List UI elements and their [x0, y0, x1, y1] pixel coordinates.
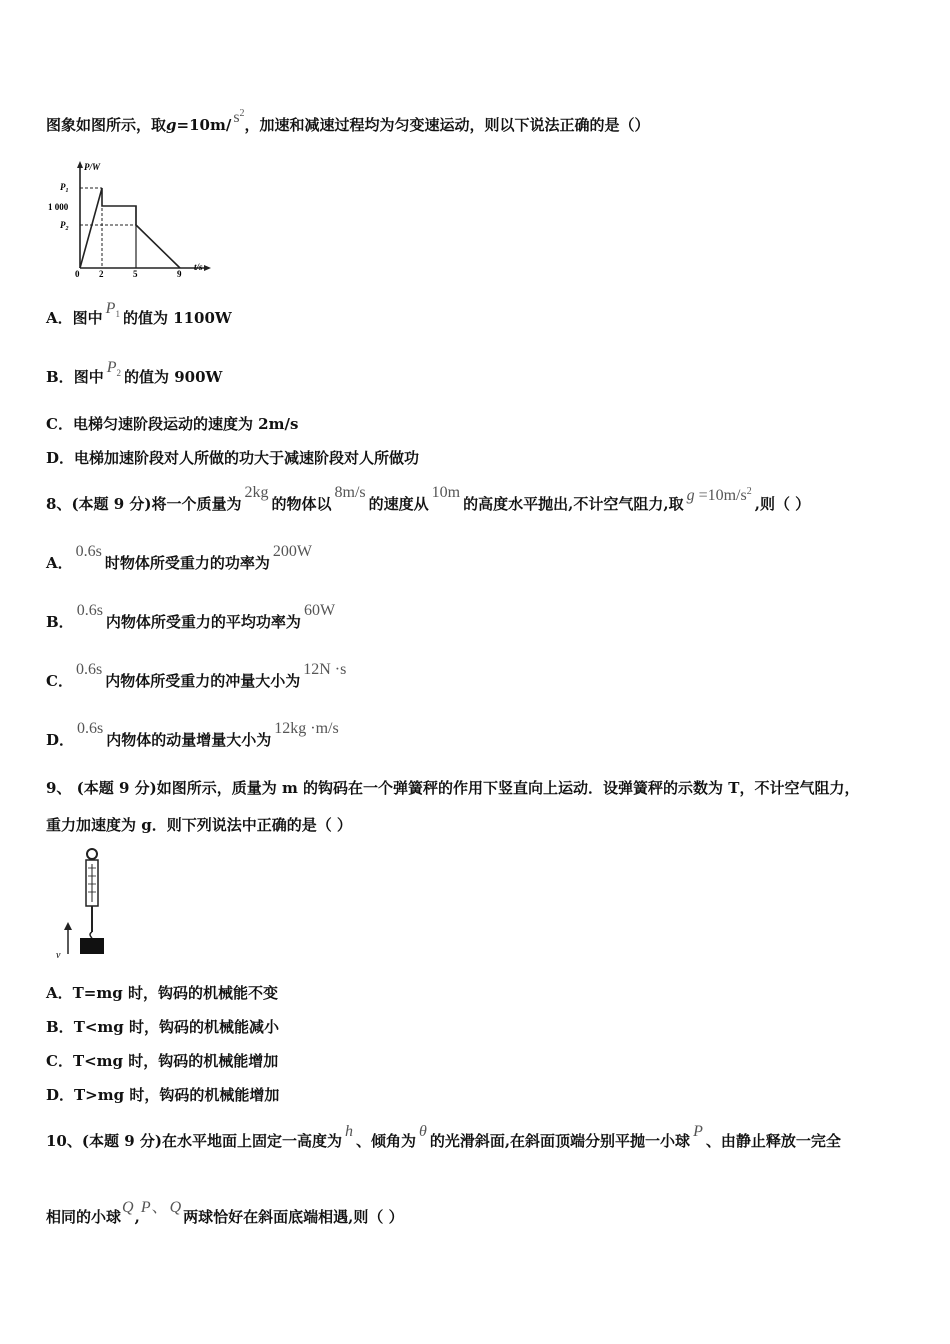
q9-option-c[interactable]: C．T<mg 时，钩码的机械能增加	[46, 1052, 279, 1070]
q8-option-a[interactable]: A．0.6s时物体所受重力的功率为200W	[46, 543, 312, 572]
q9-option-a[interactable]: A．T=mg 时，钩码的机械能不变	[46, 984, 278, 1002]
q7-g-value: =10m/	[176, 116, 232, 134]
p1-label: $P_1$	[60, 182, 69, 194]
q9-stem-line1: 9、 (本题 9 分)如图所示，质量为 m 的钩码在一个弹簧秤的作用下竖直向上运动．设弹簧秤的示数为 T，不计空气阻力，	[46, 779, 860, 797]
x-tick-5: 5	[133, 269, 138, 278]
q8-stem: 8、(本题 9 分)将一个质量为2kg的物体以8m/s的速度从10m的高度水平抛出,不计空气阻力,取 $g =10m/s^2$,则（ ）	[46, 484, 811, 513]
q10-stem-line2: 相同的小球Q,P、 Q两球恰好在斜面底端相遇,则（ ）	[46, 1199, 404, 1226]
q10-stem-line1: 10、(本题 9 分)在水平地面上固定一高度为h、倾角为θ的光滑斜面,在斜面顶端分别平抛一小球P、由静止释放一完全	[46, 1123, 841, 1150]
spring-balance-figure	[50, 846, 120, 966]
x-axis-arrow	[204, 265, 211, 271]
hook-weight	[80, 938, 104, 954]
q7-option-d[interactable]: D．电梯加速阶段对人所做的功大于减速阶段对人所做功	[46, 449, 420, 467]
theta-symbol: θ	[418, 1123, 427, 1140]
power-curve	[80, 188, 180, 268]
q8-option-c[interactable]: C．0.6s内物体所受重力的冲量大小为12N ·s	[46, 661, 347, 690]
x-axis-label: t/s	[194, 262, 203, 272]
p1-symbol: $P_1$	[105, 300, 120, 319]
q8-option-b[interactable]: B．0.6s内物体所受重力的平均功率为60W	[46, 602, 336, 631]
q9-option-b[interactable]: B．T<mg 时，钩码的机械能减小	[46, 1018, 280, 1036]
power-time-graph	[46, 158, 216, 278]
q7-option-b[interactable]: B．图中$P_2$ 的值为 900W	[46, 359, 223, 386]
q8-option-d[interactable]: D．0.6s内物体的动量增量大小为12kg ·m/s	[46, 720, 339, 749]
velocity-label: v	[56, 950, 61, 961]
x-tick-2: 2	[99, 269, 104, 278]
q7-option-c[interactable]: C．电梯匀速阶段运动的速度为 2m/s	[46, 415, 299, 433]
q-symbol: Q	[122, 1199, 134, 1216]
q9-stem-line2: 重力加速度为 g．则下列说法中正确的是（ ）	[46, 816, 352, 834]
balance-hook-ring	[87, 849, 97, 859]
q7-intro-a: 图象如图所示，取	[46, 116, 167, 134]
q7-s-unit: $s^2$	[233, 108, 245, 126]
q8-g: $g =10m/s^2$	[686, 486, 752, 504]
x-tick-0: 0	[75, 269, 80, 278]
p-symbol: P	[693, 1123, 703, 1140]
q8-speed: 8m/s	[334, 484, 366, 501]
p2-label: $P_2$	[60, 220, 69, 232]
balance-hook	[90, 932, 92, 938]
q7-intro-b: ，加速和减速过程均为匀变速运动，则以下说法正确的是（）	[244, 116, 650, 134]
q7-intro	[46, 108, 650, 138]
y-axis-label: P/W	[84, 162, 101, 172]
q7-g-symbol: g	[166, 116, 177, 134]
y-1000-label: 1 000	[48, 202, 69, 212]
q8-height: 10m	[431, 484, 461, 501]
q7-option-a[interactable]: A．图中$P_1$ 的值为 1100W	[46, 300, 232, 327]
p2-symbol: $P_2$	[106, 359, 121, 378]
q8-mass: 2kg	[244, 484, 269, 501]
x-tick-9: 9	[177, 269, 182, 278]
y-axis-arrow	[77, 161, 83, 168]
h-symbol: h	[344, 1123, 353, 1140]
q9-option-d[interactable]: D．T>mg 时，钩码的机械能增加	[46, 1086, 280, 1104]
